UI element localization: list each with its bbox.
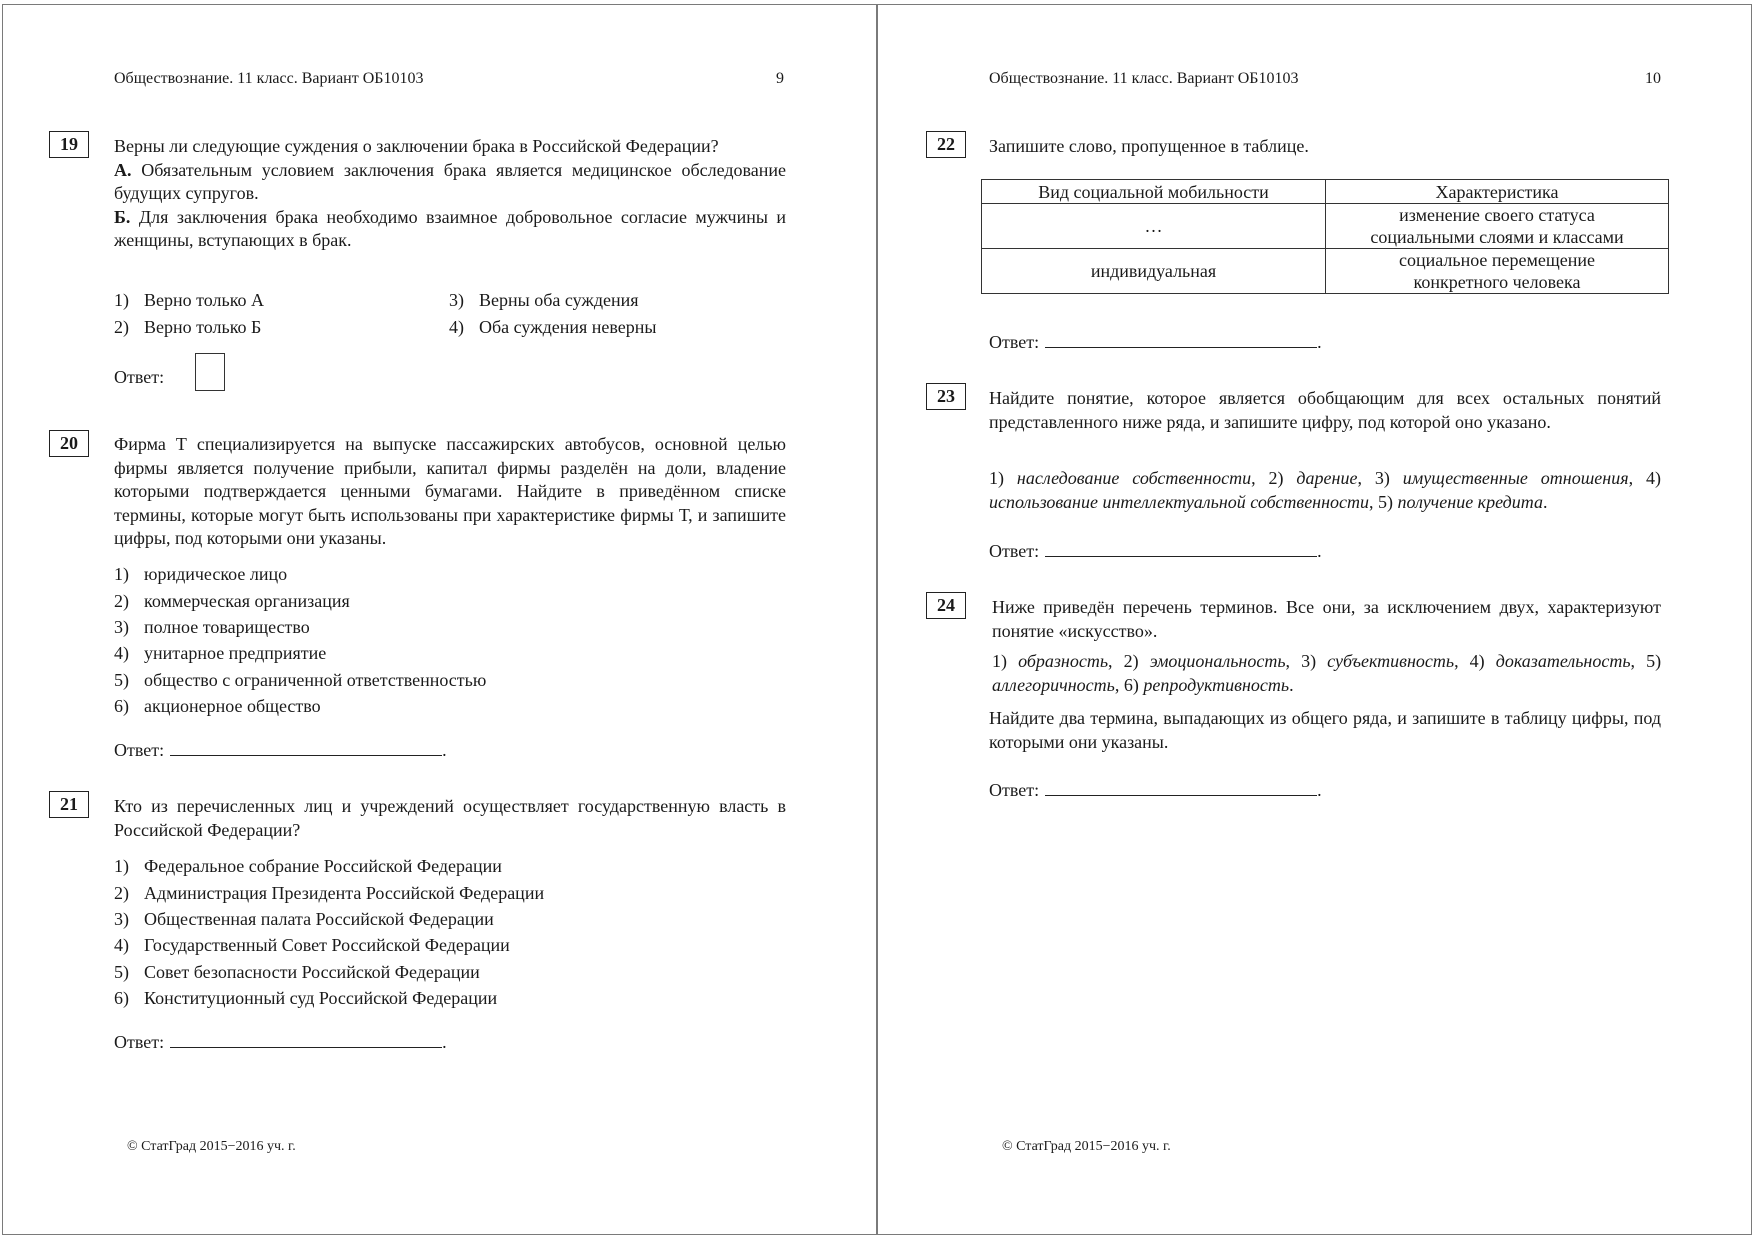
question-21-text: Кто из перечисленных лиц и учреждений осуществляет государственную власть в Российской Федерации? xyxy=(114,796,786,840)
option-number: 5) xyxy=(114,962,129,982)
table-cell: индивидуальная xyxy=(982,249,1326,294)
option-text: Верно только Б xyxy=(144,317,262,337)
option-text: унитарное предприятие xyxy=(144,643,327,663)
statement-b xyxy=(114,206,786,253)
option xyxy=(114,289,264,311)
answer-line[interactable] xyxy=(170,737,442,756)
option-text: коммерческая организация xyxy=(144,591,350,611)
answer-line[interactable] xyxy=(170,1029,442,1048)
answer-field[interactable]: Ответ: . xyxy=(114,1029,447,1053)
item-number: 1) xyxy=(992,651,1007,671)
cell-line: социальными слоями и классами xyxy=(1370,227,1624,247)
page-number: 9 xyxy=(776,70,784,87)
question-23-text: Найдите понятие, которое является обобщающим для всех остальных понятий представленного ниже ряда, и запишите цифру, под которой оно указано. xyxy=(989,388,1661,432)
option-text: Администрация Президента Российской Федерации xyxy=(144,883,545,903)
item-text: образность xyxy=(1018,651,1109,671)
item-text: доказательность xyxy=(1495,651,1631,671)
option-number: 1) xyxy=(114,564,129,584)
term-list: 1) образность, 2) эмоциональность, 3) субъективность, 4) доказательность, 5) аллегоричность, 6) репродуктивность. xyxy=(992,651,1662,695)
statement-a-label: А. xyxy=(114,159,132,180)
option xyxy=(114,616,310,638)
page-footer: © СтатГрад 2015−2016 уч. г. xyxy=(1002,1139,1171,1154)
answer-label: Ответ: xyxy=(114,367,165,387)
option-number: 2) xyxy=(114,883,129,903)
option xyxy=(114,934,510,956)
mobility-table xyxy=(981,179,1669,294)
page-footer: © СтатГрад 2015−2016 уч. г. xyxy=(127,1139,296,1154)
table-header-cell: Характеристика xyxy=(1326,180,1669,204)
item-text: получение кредита xyxy=(1397,491,1543,512)
option-text: Федеральное собрание Российской Федерации xyxy=(144,856,502,876)
answer-field[interactable]: Ответ: . xyxy=(989,329,1322,353)
option-text: акционерное общество xyxy=(144,696,321,716)
question-24-text: Ниже приведён перечень терминов. Все они, за исключением двух, характеризуют понятие «искусство». xyxy=(992,597,1661,641)
option-text: полное товарищество xyxy=(144,617,310,637)
item-text: наследование собственности xyxy=(1016,468,1252,488)
option xyxy=(449,289,639,311)
answer-label: Ответ: xyxy=(114,1032,165,1052)
page-number: 10 xyxy=(1645,70,1661,87)
statement-a-text: Обязательным условием заключения брака является медицинское обследование будущих супругов. xyxy=(114,159,787,203)
option xyxy=(114,961,480,983)
item-text: использование интеллектуальной собственности xyxy=(989,491,1370,512)
answer-label: Ответ: xyxy=(989,332,1040,352)
option-number: 3) xyxy=(114,617,129,637)
answer-field[interactable]: Ответ: . xyxy=(989,777,1322,801)
answer-line[interactable] xyxy=(1045,538,1317,557)
answer-field[interactable]: Ответ: . xyxy=(989,538,1322,562)
answer-label: Ответ: xyxy=(989,780,1040,800)
option-number: 1) xyxy=(114,856,129,876)
option xyxy=(114,695,321,717)
answer-box[interactable] xyxy=(195,353,225,391)
answer-label: Ответ: xyxy=(989,541,1040,561)
answer-field[interactable]: Ответ: . xyxy=(114,737,447,761)
item-number: 3) xyxy=(1374,468,1390,488)
option-number: 6) xyxy=(114,988,129,1008)
option xyxy=(114,563,287,585)
item-text: субъективность xyxy=(1327,651,1455,671)
item-number: 5) xyxy=(1378,491,1394,512)
table-cell-missing: … xyxy=(982,204,1326,249)
item-number: 5) xyxy=(1646,651,1662,671)
table-header-row xyxy=(982,180,1669,204)
statement-b-text: Для заключения брака необходимо взаимное добровольное согласие мужчины и женщины, вступающих в брак. xyxy=(114,206,787,250)
option-text: юридическое лицо xyxy=(144,564,288,584)
option-text: Конституционный суд Российской Федерации xyxy=(144,988,498,1008)
statement-a xyxy=(114,159,786,206)
question-19-prompt: Верны ли следующие суждения о заключении брака в Российской Федерации? xyxy=(114,136,719,156)
option-number: 6) xyxy=(114,696,129,716)
item-number: 4) xyxy=(1646,468,1662,488)
question-number-box: 21 xyxy=(49,791,89,818)
option xyxy=(114,882,544,904)
option-number: 4) xyxy=(114,935,129,955)
question-number-box: 22 xyxy=(926,131,966,158)
option xyxy=(114,987,497,1009)
item-text: репродуктивность xyxy=(1143,674,1290,695)
option-number: 3) xyxy=(114,909,129,929)
item-number: 3) xyxy=(1301,651,1317,671)
option-text: Совет безопасности Российской Федерации xyxy=(144,962,480,982)
question-24-instruction: Найдите два термина, выпадающих из общего ряда, и запишите в таблицу цифры, под которыми они указаны. xyxy=(989,708,1661,752)
option-text: Верны оба суждения xyxy=(479,290,639,310)
option-number: 4) xyxy=(449,317,464,337)
item-text: имущественные отношения xyxy=(1402,468,1629,488)
option-number: 4) xyxy=(114,643,129,663)
page-right xyxy=(877,4,1752,1235)
item-number: 2) xyxy=(1268,468,1284,488)
option-number: 5) xyxy=(114,670,129,690)
table-cell xyxy=(1326,249,1669,294)
term-list: 1) наследование собственности, 2) дарение, 3) имущественные отношения, 4) использование интеллектуальной собственности, 5) получение кредита. xyxy=(989,468,1662,512)
cell-line: изменение своего статуса xyxy=(1399,205,1595,225)
table-cell xyxy=(1326,204,1669,249)
answer-label: Ответ: xyxy=(114,740,165,760)
option xyxy=(114,642,326,664)
option xyxy=(114,590,350,612)
question-number-box: 23 xyxy=(926,383,966,410)
question-19-text xyxy=(114,135,786,253)
option-number: 3) xyxy=(449,290,464,310)
cell-line: социальное перемещение xyxy=(1398,250,1596,270)
option-text: Оба суждения неверны xyxy=(479,317,657,337)
item-number: 2) xyxy=(1123,651,1139,671)
item-number: 4) xyxy=(1469,651,1485,671)
item-number: 6) xyxy=(1123,674,1139,695)
question-number-box: 19 xyxy=(49,131,89,158)
question-22-text: Запишите слово, пропущенное в таблице. xyxy=(989,136,1309,156)
option xyxy=(114,669,486,691)
item-text: аллегоричность xyxy=(992,674,1115,695)
question-number-box: 24 xyxy=(926,592,966,619)
option-number: 1) xyxy=(114,290,129,310)
item-number: 1) xyxy=(989,468,1004,488)
page-header-title: Обществознание. 11 класс. Вариант ОБ10103 xyxy=(114,70,424,87)
page-header-title: Обществознание. 11 класс. Вариант ОБ10103 xyxy=(989,70,1299,87)
option-text: общество с ограниченной ответственностью xyxy=(144,670,487,690)
cell-line: конкретного человека xyxy=(1413,272,1581,292)
option xyxy=(449,316,657,338)
answer-line[interactable] xyxy=(1045,777,1317,796)
option xyxy=(114,316,261,338)
table-row xyxy=(982,249,1669,294)
option-number: 2) xyxy=(114,591,129,611)
option xyxy=(114,855,502,877)
table-row xyxy=(982,204,1669,249)
option-text: Государственный Совет Российской Федерации xyxy=(144,935,510,955)
item-text: эмоциональность xyxy=(1149,651,1286,671)
table-header-cell: Вид социальной мобильности xyxy=(982,180,1326,204)
item-text: дарение xyxy=(1296,468,1358,488)
option xyxy=(114,908,494,930)
statement-b-label: Б. xyxy=(114,206,131,227)
question-20-text: Фирма Т специализируется на выпуске пассажирских автобусов, основной целью фирмы является получение прибыли, капитал фирмы разделён на доли, владение которыми подтверждается ценными бумагами. Найдите в приведённом списке термины, которые могут быть использованы при характеристике фирмы Т, и запишите цифры, под которыми они указаны. xyxy=(114,434,786,548)
option-text: Верно только А xyxy=(144,290,265,310)
page-left xyxy=(2,4,877,1235)
answer-line[interactable] xyxy=(1045,329,1317,348)
question-number-box: 20 xyxy=(49,430,89,457)
option-text: Общественная палата Российской Федерации xyxy=(144,909,494,929)
option-number: 2) xyxy=(114,317,129,337)
